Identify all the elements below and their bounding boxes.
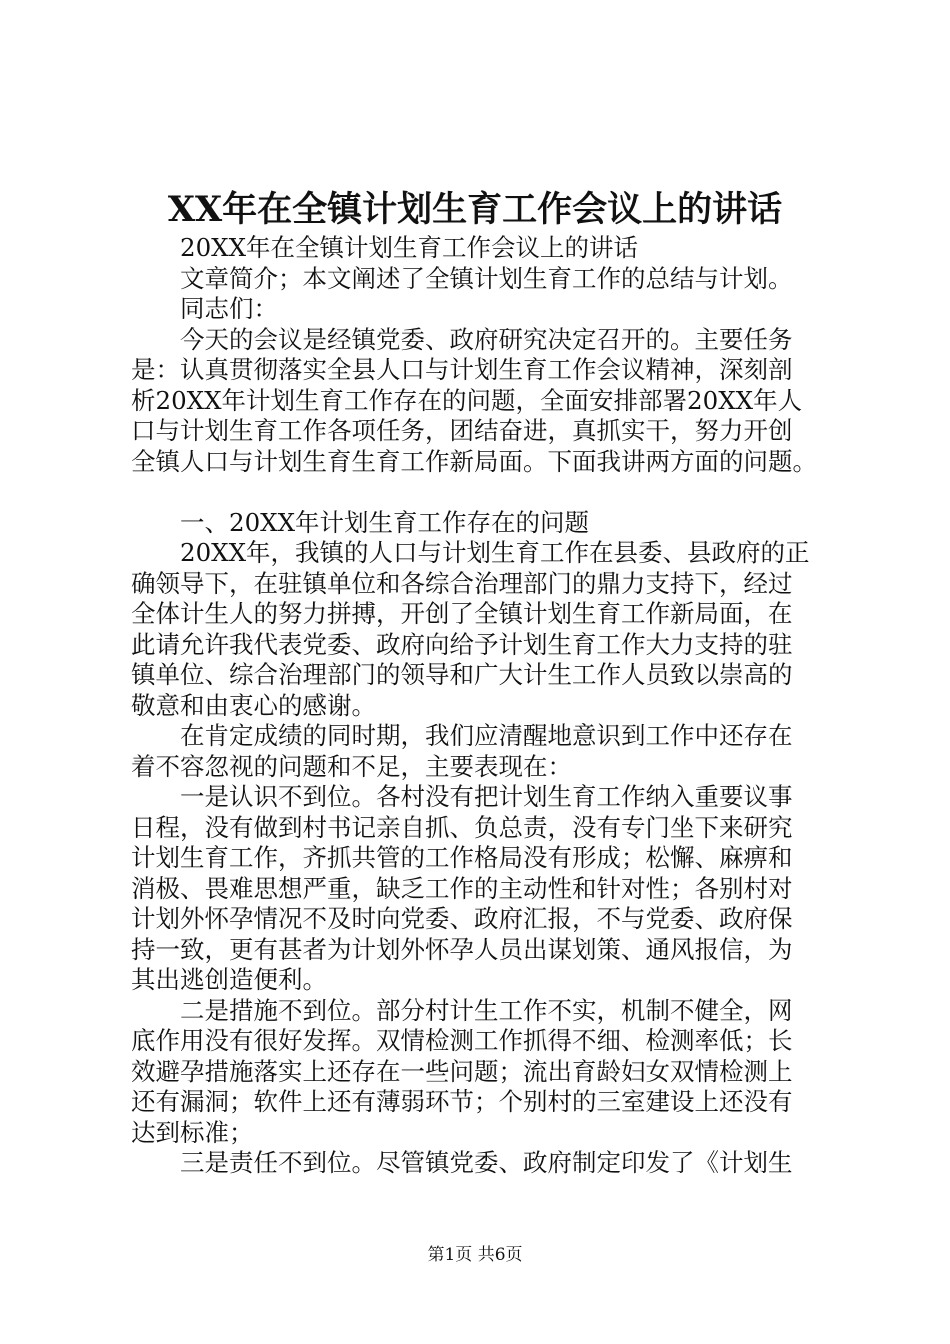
text-line: 消极、畏难思想严重，缺乏工作的主动性和针对性；各别村对 bbox=[131, 873, 793, 903]
text-line: 一是认识不到位。各村没有把计划生育工作纳入重要议事 bbox=[180, 782, 793, 811]
text-line: 效避孕措施落实上还存在一些问题；流出育龄妇女双情检测上 bbox=[131, 1056, 793, 1086]
text-line: 全体计生人的努力拼搏，开创了全镇计划生育工作新局面，在 bbox=[131, 599, 793, 628]
text-line: 二是措施不到位。部分村计生工作不实，机制不健全，网 bbox=[180, 995, 793, 1025]
text-line: 计划外怀孕情况不及时向党委、政府汇报，不与党委、政府保 bbox=[131, 904, 793, 933]
text-line: 底作用没有很好发挥。双情检测工作抓得不细、检测率低；长 bbox=[131, 1026, 793, 1055]
text-line: 全镇人口与计划生育生育工作新局面。下面我讲两方面的问题。 bbox=[131, 446, 817, 476]
text-line: 镇单位、综合治理部门的领导和广大计生工作人员致以崇高的 bbox=[131, 660, 793, 689]
text-line: 还有漏洞；软件上还有薄弱环节；个别村的三室建设上还没有 bbox=[131, 1087, 793, 1116]
text-line: 一、20XX年计划生育工作存在的问题 bbox=[180, 507, 590, 537]
text-line: 确领导下，在驻镇单位和各综合治理部门的鼎力支持下，经过 bbox=[131, 568, 793, 598]
text-line: 此请允许我代表党委、政府向给予计划生育工作大力支持的驻 bbox=[131, 629, 793, 659]
text-line: 今天的会议是经镇党委、政府研究决定召开的。主要任务 bbox=[180, 324, 793, 354]
text-line: 口与计划生育工作各项任务，团结奋进，真抓实干，努力开创 bbox=[131, 416, 793, 445]
text-line: 着不容忽视的问题和不足，主要表现在： bbox=[131, 751, 572, 781]
text-line: 文章简介；本文阐述了全镇计划生育工作的总结与计划。 bbox=[180, 263, 793, 293]
page-footer: 第1页 共6页 bbox=[427, 1245, 523, 1265]
text-line: 达到标准； bbox=[131, 1117, 254, 1147]
document-title: XX年在全镇计划生育工作会议上的讲话 bbox=[167, 189, 783, 230]
text-line: 析20XX年计划生育工作存在的问题，全面安排部署20XX年人 bbox=[131, 385, 803, 415]
text-line: 在肯定成绩的同时期，我们应清醒地意识到工作中还存在 bbox=[180, 721, 793, 750]
text-line: 20XX年在全镇计划生育工作会议上的讲话 bbox=[180, 233, 639, 262]
text-line: 三是责任不到位。尽管镇党委、政府制定印发了《计划生 bbox=[180, 1148, 793, 1177]
text-line: 计划生育工作，齐抓共管的工作格局没有形成；松懈、麻痹和 bbox=[131, 843, 793, 872]
text-line: 日程，没有做到村书记亲自抓、负总责，没有专门坐下来研究 bbox=[131, 812, 793, 842]
text-line: 是：认真贯彻落实全县人口与计划生育工作会议精神，深刻剖 bbox=[131, 355, 793, 384]
text-line: 其出逃创造便利。 bbox=[131, 965, 327, 994]
blank-line bbox=[131, 477, 836, 508]
document-body bbox=[131, 233, 836, 1179]
text-line: 持一致，更有甚者为计划外怀孕人员出谋划策、通风报信，为 bbox=[131, 934, 793, 964]
text-line: 20XX年，我镇的人口与计划生育工作在县委、县政府的正 bbox=[180, 538, 810, 567]
text-line: 敬意和由衷心的感谢。 bbox=[131, 690, 376, 720]
text-line: 同志们： bbox=[180, 294, 278, 323]
